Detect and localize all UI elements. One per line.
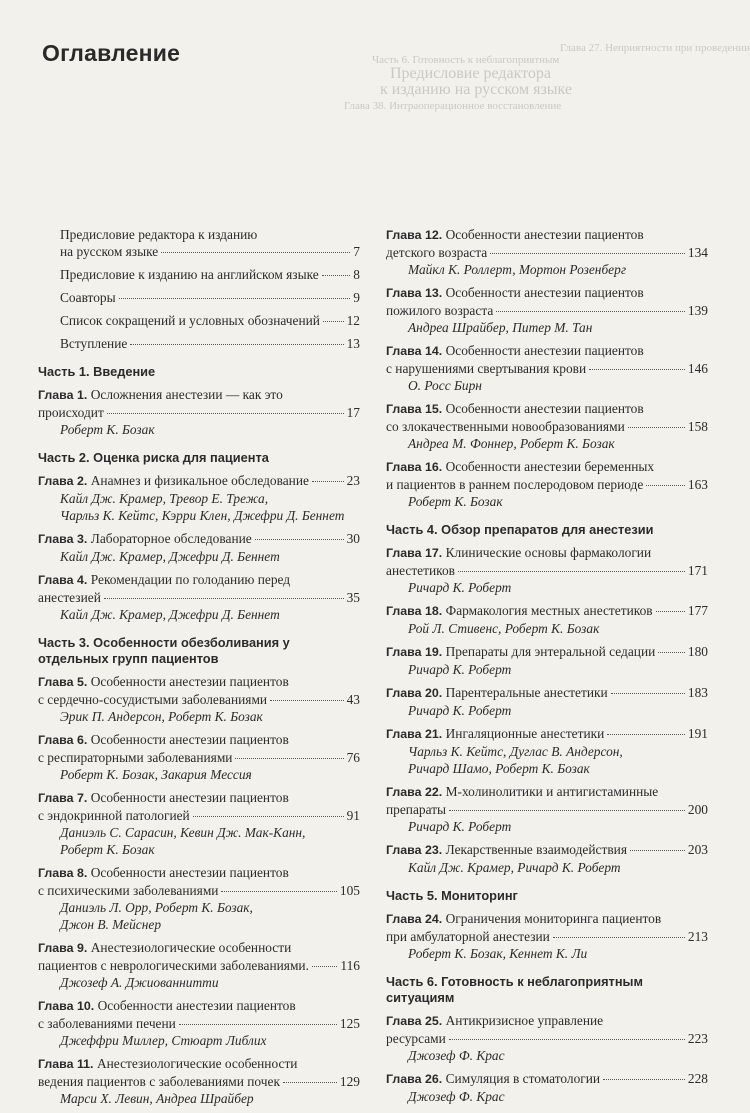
bleed-through-text: Глава 38. Интраоперационное восстановление — [344, 100, 562, 112]
chapter-number: Глава 17. — [386, 546, 446, 560]
toc-entry-line — [386, 418, 708, 435]
chapter-number: Глава 23. — [386, 843, 446, 857]
toc-entry-line — [38, 749, 360, 766]
bleed-through-text: Предисловие редактора — [390, 65, 552, 82]
toc-entry-line — [386, 841, 708, 859]
chapter-number: Глава 6. — [38, 733, 91, 747]
toc-front-entry — [60, 266, 360, 283]
page-number: 183 — [687, 685, 708, 700]
page-number: 17 — [346, 405, 360, 420]
leader-dots — [323, 321, 344, 322]
entry-title: анестезией — [38, 590, 101, 605]
toc-front-entry — [60, 335, 360, 352]
bleed-through-text: к изданию на русском языке — [380, 81, 573, 98]
chapter-authors: Джозеф А. Джиованнитти — [60, 975, 219, 990]
chapter-authors: Марси Х. Левин, Андреа Шрайбер — [60, 1091, 254, 1106]
page-number: 9 — [353, 290, 360, 305]
toc-entry-line — [386, 725, 708, 743]
toc-entry-line — [38, 530, 360, 548]
page-number: 213 — [687, 929, 708, 944]
chapter-authors: Чарльз К. Кейтс, Дуглас В. Андерсон, — [408, 744, 623, 759]
toc-entry-line: Глава 10. Особенности анестезии пациентов — [38, 998, 296, 1013]
leader-dots — [283, 1082, 337, 1083]
chapter-authors: Роберт К. Бозак, Закария Мессия — [60, 767, 252, 782]
chapter-authors: Рой Л. Стивенс, Роберт К. Бозак — [408, 621, 600, 636]
entry-title: Глава 26. Симуляция в стоматологии — [386, 1071, 601, 1086]
page-number: 91 — [346, 808, 360, 823]
leader-dots — [656, 611, 685, 612]
chapter-authors: Роберт К. Бозак — [60, 422, 155, 437]
chapter-authors: Ричард К. Роберт — [408, 703, 512, 718]
chapter-number: Глава 13. — [386, 286, 446, 300]
entry-title: анестетиков — [386, 563, 455, 578]
entry-title: с нарушениями свертывания крови — [386, 361, 587, 376]
page-number: 139 — [687, 303, 708, 318]
leader-dots — [449, 810, 685, 811]
toc-chapter-entry — [386, 910, 708, 962]
leader-dots — [646, 485, 685, 486]
entry-title: Глава 3. Лабораторное обследование — [38, 531, 252, 546]
part-heading: Часть 3. Особенности обезболивания у отдельных групп пациентов — [38, 635, 290, 666]
entry-title: при амбулаторной анестезии — [386, 929, 550, 944]
chapter-authors: Андреа М. Фоннер, Роберт К. Бозак — [408, 436, 615, 451]
chapter-authors: Ричард К. Роберт — [408, 580, 512, 595]
leader-dots — [119, 298, 351, 299]
toc-chapter-entry — [386, 342, 708, 394]
part-heading: Часть 2. Оценка риска для пациента — [38, 450, 269, 465]
entry-title: Предисловие к изданию на английском языке — [60, 267, 319, 282]
chapter-authors: Роберт К. Бозак — [408, 494, 503, 509]
toc-entry-line — [38, 807, 360, 824]
chapter-authors: Кайл Дж. Крамер, Ричард К. Роберт — [408, 860, 621, 875]
toc-chapter-entry — [386, 783, 708, 835]
entry-title: Глава 19. Препараты для энтеральной седации — [386, 644, 656, 659]
toc-chapter-entry — [38, 864, 360, 933]
toc-entry-line — [386, 928, 708, 945]
leader-dots — [603, 1079, 685, 1080]
toc-entry-line: Глава 12. Особенности анестезии пациентов — [386, 227, 644, 242]
page-number: 35 — [346, 590, 360, 605]
leader-dots — [179, 1024, 337, 1025]
chapter-number: Глава 8. — [38, 866, 91, 880]
toc-entry-line: Глава 11. Анестезиологические особенности — [38, 1056, 298, 1071]
leader-dots — [255, 539, 344, 540]
toc-entry-line: Глава 17. Клинические основы фармакологии — [386, 545, 652, 560]
toc-entry-line — [38, 1015, 360, 1032]
toc-entry-line: Глава 4. Рекомендации по голоданию перед — [38, 572, 291, 587]
toc-entry-line — [60, 289, 360, 306]
leader-dots — [490, 253, 685, 254]
toc-front-entry — [60, 289, 360, 306]
entry-title: Глава 2. Анамнез и физикальное обследование — [38, 473, 309, 488]
page-number: 116 — [340, 958, 360, 973]
toc-left-column — [38, 226, 360, 1113]
toc-entry-line — [38, 589, 360, 606]
chapter-authors: Даниэль С. Сарасин, Кевин Дж. Мак-Канн, — [60, 825, 306, 840]
leader-dots — [104, 598, 344, 599]
chapter-authors: Кайл Дж. Крамер, Джефри Д. Беннет — [60, 607, 280, 622]
page-number: 171 — [687, 563, 708, 578]
page-number: 228 — [687, 1071, 708, 1086]
toc-entry-line: Глава 24. Ограничения мониторинга пациентов — [386, 911, 662, 926]
chapter-authors: Джон В. Мейснер — [60, 917, 162, 932]
toc-chapter-entry — [386, 684, 708, 719]
leader-dots — [161, 252, 350, 253]
toc-entry-line — [38, 472, 360, 490]
chapter-authors: Даниэль Л. Орр, Роберт К. Бозак, — [60, 900, 253, 915]
page-number: 13 — [346, 336, 360, 351]
toc-chapter-entry — [386, 400, 708, 452]
toc-entry-line — [386, 643, 708, 661]
toc-chapter-entry — [386, 544, 708, 596]
chapter-number: Глава 22. — [386, 785, 446, 799]
chapter-authors: Чарльз К. Кейтс, Кэрри Клен, Джефри Д. Беннет — [60, 508, 345, 523]
chapter-number: Глава 4. — [38, 573, 91, 587]
page-number: 43 — [346, 692, 360, 707]
toc-chapter-entry — [38, 472, 360, 524]
page-number: 223 — [687, 1031, 708, 1046]
part-heading: Часть 1. Введение — [38, 364, 156, 379]
page-number: 76 — [346, 750, 360, 765]
page-number: 125 — [339, 1016, 360, 1031]
chapter-number: Глава 19. — [386, 645, 446, 659]
toc-entry-line — [386, 801, 708, 818]
chapter-number: Глава 26. — [386, 1072, 446, 1086]
page-number: 191 — [687, 726, 708, 741]
toc-chapter-entry — [38, 571, 360, 623]
toc-entry-line — [38, 404, 360, 421]
chapter-number: Глава 7. — [38, 791, 91, 805]
chapter-number: Глава 3. — [38, 532, 91, 546]
chapter-authors: Кайл Дж. Крамер, Джефри Д. Беннет — [60, 549, 280, 564]
page-number: 105 — [339, 883, 360, 898]
leader-dots — [496, 311, 685, 312]
toc-chapter-entry — [38, 386, 360, 438]
toc-entry-line — [60, 335, 360, 352]
page-number: 200 — [687, 802, 708, 817]
chapter-authors: Джозеф Ф. Крас — [408, 1089, 505, 1104]
toc-entry-line — [386, 684, 708, 702]
leader-dots — [553, 937, 685, 938]
page-number: 163 — [687, 477, 708, 492]
entry-title: с респираторными заболеваниями — [38, 750, 233, 765]
leader-dots — [589, 369, 685, 370]
chapter-authors: О. Росс Бирн — [408, 378, 482, 393]
part-heading: Часть 4. Обзор препаратов для анестезии — [386, 522, 654, 537]
entry-title: пожилого возраста — [386, 303, 494, 318]
chapter-authors: Джеффри Миллер, Стюарт Либлих — [60, 1033, 267, 1048]
entry-title: Список сокращений и условных обозначений — [60, 313, 320, 328]
toc-chapter-entry — [38, 530, 360, 565]
chapter-number: Глава 14. — [386, 344, 446, 358]
entry-title: Глава 21. Ингаляционные анестетики — [386, 726, 605, 741]
part-heading: Часть 5. Мониторинг — [386, 888, 518, 903]
chapter-authors: Кайл Дж. Крамер, Тревор Е. Трежа, — [60, 491, 269, 506]
page-number: 7 — [353, 244, 360, 259]
page-number: 23 — [346, 473, 360, 488]
chapter-number: Глава 1. — [38, 388, 91, 402]
page-number: 146 — [687, 361, 708, 376]
leader-dots — [193, 816, 344, 817]
entry-title: Глава 23. Лекарственные взаимодействия — [386, 842, 627, 857]
toc-chapter-entry — [386, 458, 708, 510]
leader-dots — [312, 481, 344, 482]
toc-entry-line — [386, 302, 708, 319]
page-number: 180 — [687, 644, 708, 659]
toc-entry-line: Глава 25. Антикризисное управление — [386, 1013, 604, 1028]
toc-chapter-entry — [38, 997, 360, 1049]
chapter-authors: Роберт К. Бозак, Кеннет К. Ли — [408, 946, 588, 961]
bleed-through-text: Часть 6. Готовность к неблагоприятным — [372, 54, 560, 66]
chapter-authors: Ричард К. Роберт — [408, 662, 512, 677]
toc-entry-line: Глава 7. Особенности анестезии пациентов — [38, 790, 289, 805]
entry-title: со злокачественными новообразованиями — [386, 419, 625, 434]
chapter-number: Глава 10. — [38, 999, 98, 1013]
page-number: 12 — [346, 313, 360, 328]
toc-entry-line: Глава 5. Особенности анестезии пациентов — [38, 674, 289, 689]
entry-title: пациентов с неврологическими заболеваниями. — [38, 958, 309, 973]
toc-entry-line — [38, 882, 360, 899]
page-number: 129 — [339, 1074, 360, 1089]
toc-entry-line: Глава 6. Особенности анестезии пациентов — [38, 732, 289, 747]
chapter-authors: Ричард Шамо, Роберт К. Бозак — [408, 761, 590, 776]
part-heading: Часть 6. Готовность к неблагоприятным ситуациям — [386, 974, 643, 1005]
leader-dots — [628, 427, 685, 428]
entry-title: Соавторы — [60, 290, 116, 305]
chapter-authors: Майкл К. Роллерт, Мортон Розенберг — [408, 262, 627, 277]
chapter-number: Глава 25. — [386, 1014, 446, 1028]
toc-entry-line — [386, 562, 708, 579]
chapter-authors: Роберт К. Бозак — [60, 842, 155, 857]
entry-title: ведения пациентов с заболеваниями почек — [38, 1074, 280, 1089]
toc-entry-line: Глава 15. Особенности анестезии пациентов — [386, 401, 644, 416]
page-number: 134 — [687, 245, 708, 260]
toc-chapter-entry — [38, 939, 360, 991]
toc-entry-line: Предисловие редактора к изданию — [60, 227, 258, 242]
page-number: 30 — [346, 531, 360, 546]
entry-title: Глава 18. Фармакология местных анестетиков — [386, 603, 653, 618]
leader-dots — [221, 891, 336, 892]
toc-entry-line — [386, 244, 708, 261]
leader-dots — [312, 966, 337, 967]
leader-dots — [630, 850, 685, 851]
chapter-number: Глава 15. — [386, 402, 446, 416]
toc-chapter-entry — [386, 602, 708, 637]
toc-entry-line — [386, 1030, 708, 1047]
toc-entry-line — [386, 476, 708, 493]
chapter-number: Глава 21. — [386, 727, 446, 741]
leader-dots — [107, 413, 344, 414]
toc-chapter-entry — [386, 226, 708, 278]
entry-title: происходит — [38, 405, 104, 420]
leader-dots — [607, 734, 685, 735]
toc-entry-line: Глава 13. Особенности анестезии пациентов — [386, 285, 644, 300]
chapter-number: Глава 18. — [386, 604, 446, 618]
toc-entry-line — [386, 602, 708, 620]
toc-chapter-entry — [386, 284, 708, 336]
entry-title: препараты — [386, 802, 447, 817]
toc-entry-line — [60, 312, 360, 329]
toc-entry-line — [38, 1073, 360, 1090]
toc-front-entry — [60, 226, 360, 260]
toc-entry-line — [386, 1070, 708, 1088]
leader-dots — [270, 700, 344, 701]
toc-front-entry — [60, 312, 360, 329]
toc-chapter-entry — [386, 1012, 708, 1064]
chapter-authors: Андреа Шрайбер, Питер М. Тан — [408, 320, 593, 335]
chapter-number: Глава 5. — [38, 675, 91, 689]
toc-entry-line — [38, 691, 360, 708]
toc-entry-line: Глава 1. Осложнения анестезии — как это — [38, 387, 283, 402]
chapter-number: Глава 16. — [386, 460, 446, 474]
entry-title: с заболеваниями печени — [38, 1016, 176, 1031]
toc-entry-line: Глава 8. Особенности анестезии пациентов — [38, 865, 289, 880]
toc-chapter-entry — [38, 789, 360, 858]
chapter-number: Глава 12. — [386, 228, 446, 242]
toc-chapter-entry — [386, 725, 708, 777]
toc-chapter-entry — [386, 1070, 708, 1105]
toc-entry-line — [386, 360, 708, 377]
chapter-number: Глава 11. — [38, 1057, 97, 1071]
chapter-number: Глава 2. — [38, 474, 91, 488]
chapter-number: Глава 24. — [386, 912, 446, 926]
leader-dots — [611, 693, 685, 694]
toc-entry-line — [60, 243, 360, 260]
toc-entry-line: Глава 22. М-холинолитики и антигистаминные — [386, 784, 659, 799]
entry-title: с эндокринной патологией — [38, 808, 190, 823]
page-number: 177 — [687, 603, 708, 618]
entry-title: с психическими заболеваниями — [38, 883, 219, 898]
toc-chapter-entry — [38, 1055, 360, 1107]
leader-dots — [322, 275, 351, 276]
toc-chapter-entry — [386, 841, 708, 876]
toc-chapter-entry — [38, 731, 360, 783]
entry-title: ресурсами — [386, 1031, 446, 1046]
page-number: 158 — [687, 419, 708, 434]
leader-dots — [235, 758, 343, 759]
bleed-through-text: Глава 27. Неприятности при проведении — [560, 42, 750, 54]
toc-chapter-entry — [38, 673, 360, 725]
chapter-authors: Эрик П. Андерсон, Роберт К. Бозак — [60, 709, 263, 724]
chapter-authors: Джозеф Ф. Крас — [408, 1048, 505, 1063]
page-number: 8 — [353, 267, 360, 282]
entry-title: Глава 20. Парентеральные анестетики — [386, 685, 608, 700]
entry-title: и пациентов в раннем послеродовом периоде — [386, 477, 644, 492]
chapter-number: Глава 9. — [38, 941, 91, 955]
chapter-authors: Ричард К. Роберт — [408, 819, 512, 834]
leader-dots — [458, 571, 685, 572]
entry-title: детского возраста — [386, 245, 488, 260]
toc-entry-line — [38, 957, 360, 974]
page-title: Оглавление — [42, 40, 181, 66]
entry-title: с сердечно-сосудистыми заболеваниями — [38, 692, 268, 707]
entry-title: Вступление — [60, 336, 128, 351]
leader-dots — [449, 1039, 685, 1040]
toc-entry-line: Глава 14. Особенности анестезии пациентов — [386, 343, 644, 358]
toc-entry-line: Глава 16. Особенности анестезии беременных — [386, 459, 655, 474]
entry-title: на русском языке — [60, 244, 159, 259]
leader-dots — [130, 344, 343, 345]
toc-entry-line: Глава 9. Анестезиологические особенности — [38, 940, 292, 955]
chapter-number: Глава 20. — [386, 686, 446, 700]
toc-right-column — [386, 226, 708, 1111]
toc-entry-line — [60, 266, 360, 283]
leader-dots — [658, 652, 685, 653]
page-number: 203 — [687, 842, 708, 857]
toc-chapter-entry — [386, 643, 708, 678]
